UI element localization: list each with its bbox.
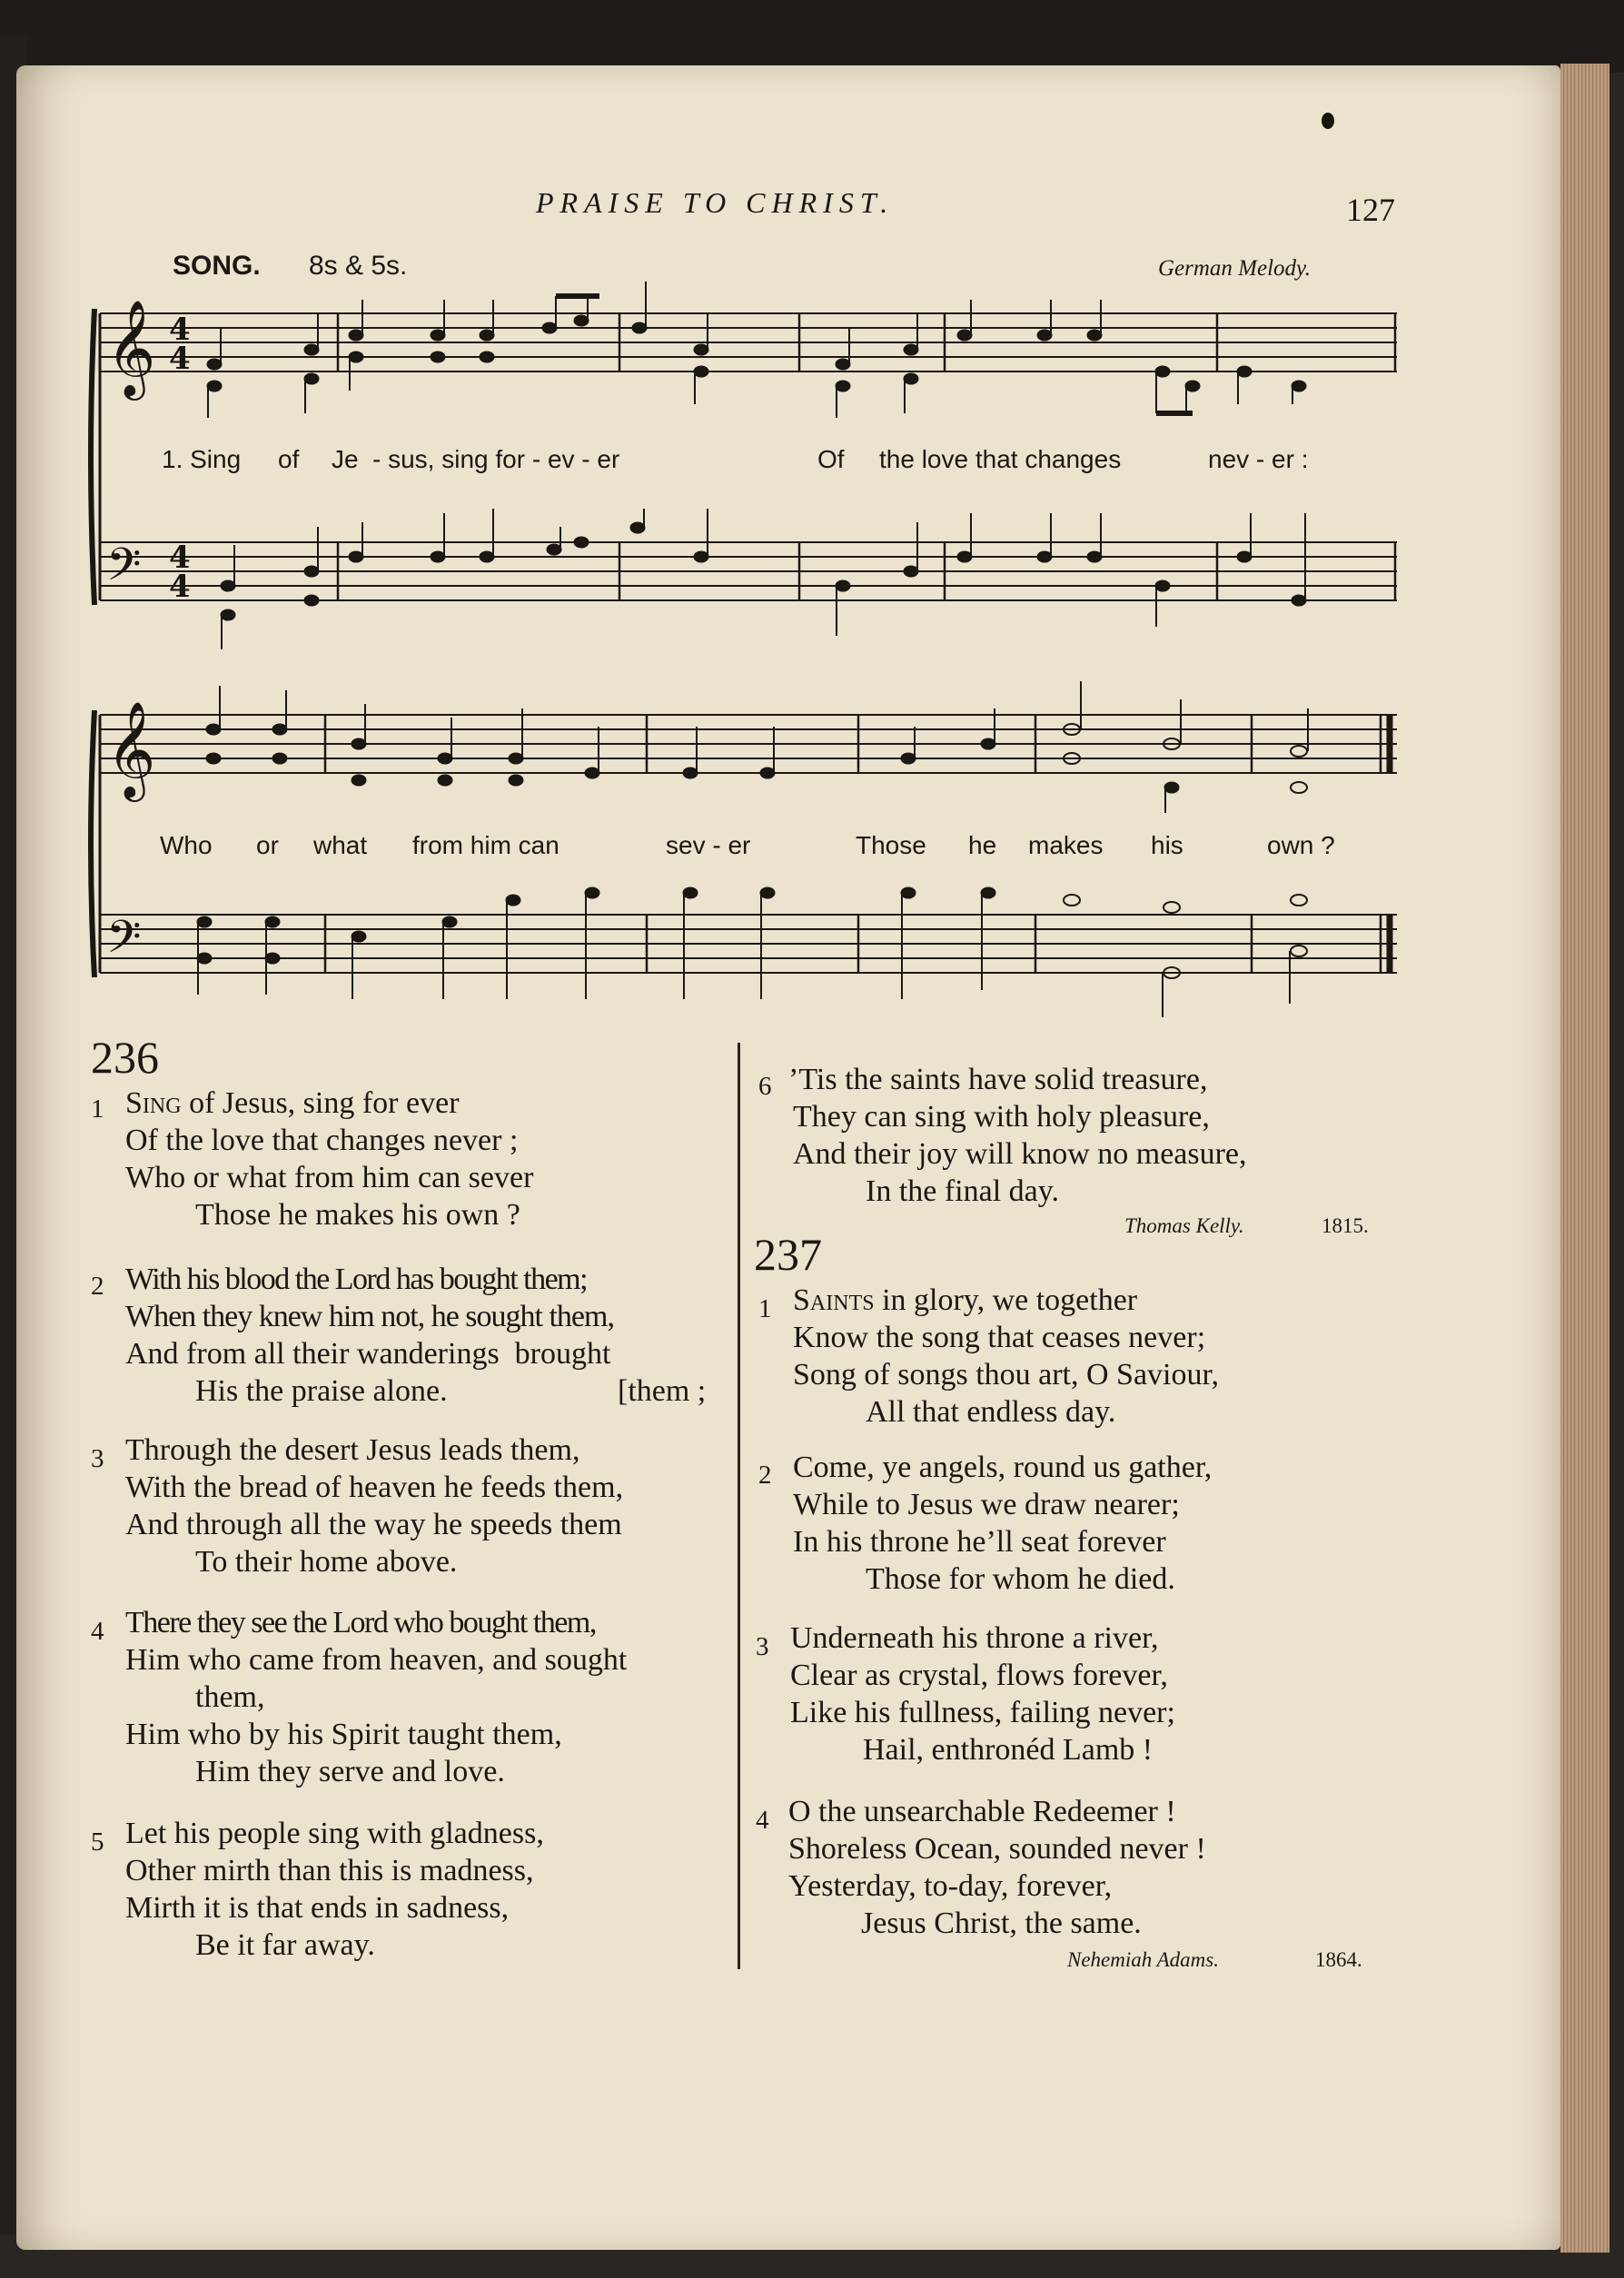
verse-line: To their home above. — [195, 1545, 458, 1579]
treble-staff-2 — [100, 715, 1397, 773]
verse-line: ’Tis the saints have solid treasure, — [788, 1063, 1208, 1096]
verse-line: Of the love that changes never ; — [125, 1124, 519, 1157]
verse-line: In his throne he’ll seat forever — [793, 1525, 1166, 1559]
hymn-number: 236 — [91, 1032, 159, 1083]
verse-line: Jesus Christ, the same. — [861, 1907, 1142, 1940]
column-divider — [738, 1043, 740, 1969]
verse-line: Shoreless Ocean, sounded never ! — [788, 1832, 1206, 1866]
verse-line: With his blood the Lord has bought them; — [125, 1263, 588, 1296]
hymn-number: 237 — [754, 1229, 822, 1280]
svg-text:4: 4 — [169, 312, 191, 348]
verse-line: Like his fullness, failing never; — [790, 1696, 1175, 1729]
verse-line: And through all the way he speeds them — [125, 1508, 622, 1541]
author-year: 1815. — [1322, 1214, 1369, 1237]
verse-line: All that endless day. — [866, 1395, 1116, 1429]
verse-line: When they knew him not, he sought them, — [125, 1300, 614, 1333]
lyric-syllable: Who — [160, 831, 213, 859]
verse-line: Song of songs thou art, O Saviour, — [793, 1358, 1219, 1392]
verse-line: Saints in glory, we together — [793, 1283, 1138, 1317]
verse-line: There they see the Lord who bought them, — [125, 1606, 596, 1639]
treble-staff-1 — [100, 313, 1397, 371]
svg-text:𝄢: 𝄢 — [106, 539, 142, 602]
bass-staff-1 — [100, 542, 1397, 600]
verse-line: Those for whom he died. — [866, 1562, 1175, 1596]
verse-line: Be it far away. — [195, 1928, 375, 1962]
verse-line: Him who by his Spirit taught them, — [125, 1718, 562, 1751]
bass-staff-2 — [100, 915, 1397, 973]
verse-line: Sing of Jesus, sing for ever — [125, 1086, 460, 1120]
lyric-syllable: Je — [332, 445, 359, 473]
verse-line: With the bread of heaven he feeds them, — [125, 1471, 624, 1504]
author-year: 1864. — [1315, 1948, 1362, 1971]
lyric-syllable: own ? — [1267, 831, 1335, 859]
svg-text:𝄞: 𝄞 — [106, 299, 156, 396]
verse-line: Who or what from him can sever — [125, 1161, 534, 1194]
tune-name: SONG. — [173, 251, 261, 281]
lyric-syllable: he — [968, 831, 997, 859]
verse-line: Mirth it is that ends in sadness, — [125, 1891, 510, 1925]
verse-line: Through the desert Jesus leads them, — [125, 1433, 580, 1467]
verse-line: Know the song that ceases never; — [793, 1321, 1206, 1354]
lyric-syllable: his — [1151, 831, 1183, 859]
lyric-syllable: sev - er — [666, 831, 751, 859]
verse-number: 4 — [91, 1617, 104, 1646]
verse-line: [them ; — [618, 1374, 707, 1408]
verse-number: 6 — [758, 1072, 772, 1101]
verse-line: O the unsearchable Redeemer ! — [788, 1795, 1176, 1828]
verse-line: Those he makes his own ? — [195, 1198, 520, 1232]
verse-line: And their joy will know no measure, — [793, 1137, 1247, 1171]
lyric-syllable: what — [313, 831, 368, 859]
verse-line: Clear as crystal, flows forever, — [790, 1659, 1168, 1692]
svg-text:4: 4 — [169, 540, 191, 576]
verse-number: 3 — [91, 1444, 104, 1473]
verse-line: Let his people sing with gladness, — [125, 1817, 544, 1850]
verse-line: While to Jesus we draw nearer; — [793, 1488, 1180, 1521]
verse-line: Come, ye angels, round us gather, — [793, 1451, 1213, 1484]
svg-text:4: 4 — [169, 341, 191, 377]
verse-number: 1 — [91, 1094, 104, 1124]
lyric-syllable: Those — [856, 831, 926, 859]
lyric-syllable: the love that changes — [879, 445, 1122, 473]
svg-text:𝄞: 𝄞 — [106, 700, 156, 797]
verse-number: 4 — [756, 1806, 769, 1835]
verse-line: Him who came from heaven, and sought — [125, 1643, 628, 1677]
lyric-syllable: 1. Sing — [162, 445, 242, 473]
tune-source: German Melody. — [1158, 256, 1312, 281]
author-credit: Nehemiah Adams. — [1067, 1948, 1219, 1971]
page-number: 127 — [1346, 192, 1395, 228]
svg-text:𝄢: 𝄢 — [106, 911, 142, 975]
verse-line: In the final day. — [866, 1174, 1060, 1208]
lyric-syllable: makes — [1028, 831, 1104, 859]
lyric-syllable: from him can — [412, 831, 559, 859]
author-credit: Thomas Kelly. — [1124, 1214, 1244, 1237]
verse-number: 2 — [91, 1272, 104, 1301]
verse-line: His the praise alone. — [195, 1374, 448, 1408]
verse-number: 3 — [756, 1632, 769, 1661]
lyric-syllable: - sus, sing for - ev - er — [372, 445, 620, 473]
verse-line: Him they serve and love. — [195, 1755, 505, 1788]
lyric-syllable: nev - er : — [1208, 445, 1309, 473]
verse-line: Yesterday, to-day, forever, — [788, 1869, 1113, 1903]
verse-line: them, — [195, 1680, 265, 1714]
lyric-syllable: of — [278, 445, 300, 473]
verse-line: Underneath his throne a river, — [790, 1621, 1159, 1655]
running-title: PRAISE TO CHRIST. — [536, 186, 895, 219]
svg-text:4: 4 — [169, 569, 191, 605]
music-score — [0, 0, 1624, 1026]
verse-line: Hail, enthronéd Lamb ! — [863, 1733, 1154, 1767]
verse-line: And from all their wanderings brought — [125, 1337, 611, 1371]
verse-line: They can sing with holy pleasure, — [793, 1100, 1210, 1134]
verse-number: 2 — [758, 1461, 772, 1490]
lyric-syllable: or — [256, 831, 279, 859]
tune-meter: 8s & 5s. — [309, 251, 408, 281]
lyric-syllable: Of — [817, 445, 845, 473]
verse-line: Other mirth than this is madness, — [125, 1854, 534, 1887]
verse-number: 5 — [91, 1827, 104, 1857]
verse-number: 1 — [758, 1294, 772, 1323]
